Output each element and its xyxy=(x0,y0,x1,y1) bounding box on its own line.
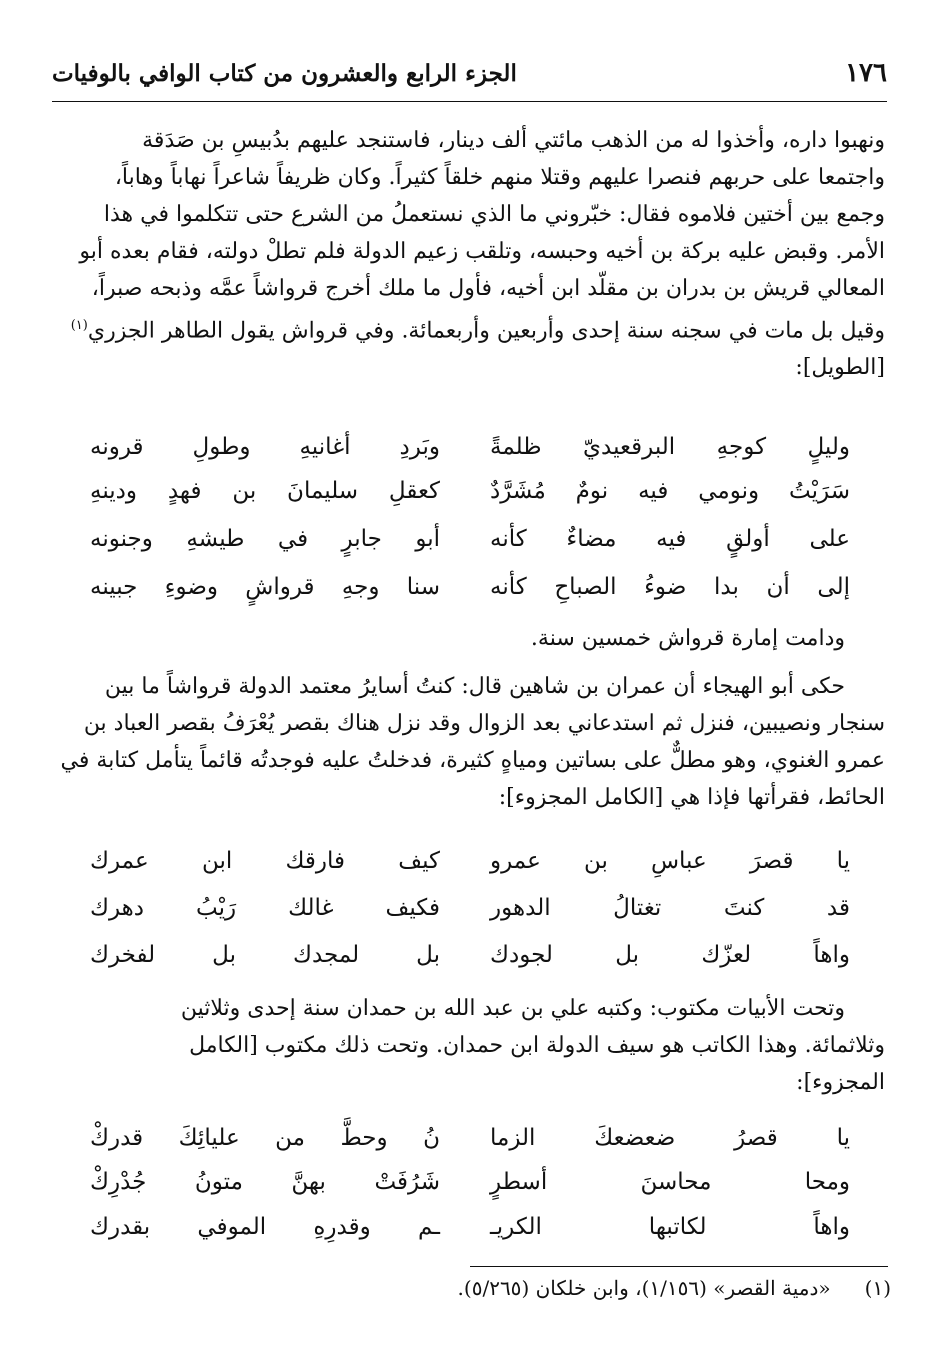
verse-second-hemistich: وبَردِ أغانيهِ وطولِ قرونه xyxy=(90,434,440,460)
verse-first-hemistich: ومحا محاسنَ أسطرٍ xyxy=(490,1169,850,1195)
text-line: وجمع بين أختين فلاموه فقال: خبّروني ما الذي نستعملُ من الشرع حتى تتكلموا في هذا xyxy=(103,202,885,227)
verse-first-hemistich: واهاً لكاتبها الكريـ xyxy=(490,1214,850,1240)
paragraph-3 xyxy=(60,990,885,1101)
page-header xyxy=(52,52,887,102)
verse-line xyxy=(80,1206,850,1260)
text-line: المجزوء]: xyxy=(796,1070,885,1095)
text-line: سنجار ونصيبين، فنزل ثم استدعاني بعد الزوال وقد نزل هناك بقصر يُعْرَفُ بقصر العباد بن xyxy=(83,711,885,736)
verse-first-hemistich: يا قصرُ ضعضعكَ الزما xyxy=(490,1125,850,1151)
header-rule xyxy=(52,101,887,102)
verse-line xyxy=(80,887,850,941)
verse-line xyxy=(80,518,850,572)
verse-second-hemistich: فكيف غالك رَيْبُ دهرك xyxy=(90,895,440,921)
verse-second-hemistich: شَرُفَتْ بهنَّ متونُ جُدْرِكْ xyxy=(90,1169,440,1195)
text-line: ونهبوا داره، وأخذوا له من الذهب مائتي ألف دينار، فاستنجد عليهم بدُبيسِ بن صَدَقة xyxy=(142,128,885,153)
verse-line xyxy=(80,934,850,988)
verse-second-hemistich: كيف فارقك ابن عمرك xyxy=(90,848,440,874)
verse-first-hemistich: على أولقٍ فيه مضاءٌ كأنه xyxy=(490,526,850,552)
text-line: [الطويل]: xyxy=(795,355,885,381)
footnote xyxy=(458,1276,891,1300)
footnote-number: (١) xyxy=(864,1276,891,1300)
paragraph-1 xyxy=(60,122,885,386)
text-line: وتحت الأبيات مكتوب: وكتبه علي بن عبد الله بن حمدان سنة إحدى وثلاثين xyxy=(180,996,845,1021)
verse-first-hemistich: يا قصرَ عباسِ بن عمرو xyxy=(490,848,850,874)
text-line: حكى أبو الهيجاء أن عمران بن شاهين قال: كنتُ أسايرُ معتمد الدولة قرواشاً ما بين xyxy=(104,674,845,699)
verse-first-hemistich: قد كنتَ تغتالُ الدهور xyxy=(490,895,850,921)
running-title: الجزء الرابع والعشرون من كتاب الوافي بالوفيات xyxy=(52,60,517,87)
text-line: الأمر. وقبض عليه بركة بن أخيه وحبسه، وتلقب زعيم الدولة فلم تطلْ دولته، فقام بعده أبو xyxy=(79,239,885,264)
verse-second-hemistich: ـم وقدرِهِ الموفي بقدرك xyxy=(90,1214,440,1240)
verse-line xyxy=(80,840,850,894)
verse-second-hemistich: بل لمجدك بل لفخرك xyxy=(90,942,440,968)
verse-second-hemistich: نُ وحطَّ من عليائِكَ قدركْ xyxy=(90,1125,440,1151)
page-number: ١٧٦ xyxy=(845,58,887,88)
verse-line xyxy=(80,566,850,620)
text-line: وثلاثمائة. وهذا الكاتب هو سيف الدولة ابن حمدان. وتحت ذلك مكتوب [الكامل xyxy=(189,1033,885,1058)
verse-second-hemistich: كعقلِ سليمانَ بن فهدٍ ودينهِ xyxy=(90,478,440,504)
closing-line-wrap xyxy=(60,620,885,657)
verse-line xyxy=(80,470,850,524)
footnote-rule xyxy=(470,1266,888,1267)
paragraph-2 xyxy=(60,668,885,816)
text-line: وقيل بل مات في سجنه سنة إحدى وأربعين وأربعمائة. وفي قرواش يقول الطاهر الجزري$^{(١)}$ xyxy=(70,318,885,344)
text-line: عمرو الغنوي، وهو مطلٌّ على بساتين ومياهٍ كثيرة، فدخلتُ عليه فوجدتُه قائماً يتأمل كتابة في xyxy=(60,748,885,773)
footnote-marker: (١) xyxy=(70,318,88,333)
text-line: الحائط، فقرأتها فإذا هي [الكامل المجزوء]: xyxy=(498,785,885,810)
text-line: المعالي قريش بن بدران بن مقلّد ابن أخيه، فأول ما ملك أخرج قرواشاً عمَّه وذبحه صبراً، xyxy=(91,276,885,301)
verse-first-hemistich: سَرَيْتُ ونومي فيه نومٌ مُشَرَّدٌ xyxy=(490,478,850,504)
text-line: واجتمعا على حربهم فنصرا عليهم وقتلا منهم خلقاً كثيراً. وكان ظريفاً شاعراً نهاباً وهاباً، xyxy=(114,165,885,190)
footnote-text: «دمية القصر» (١/١٥٦)، وابن خلكان (٥/٢٦٥). xyxy=(457,1276,831,1300)
verse-first-hemistich: وليلٍ كوجهِ البرقعيديّ ظلمةً xyxy=(490,434,850,460)
closing-line: ودامت إمارة قرواش خمسين سنة. xyxy=(530,626,845,651)
verse-second-hemistich: سنا وجهِ قرواشٍ وضوءِ جبينه xyxy=(90,574,440,600)
verse-first-hemistich: إلى أن بدا ضوءُ الصباحِ كأنه xyxy=(490,574,850,600)
verse-first-hemistich: واهاً لعزّك بل لجودك xyxy=(490,942,850,968)
verse-second-hemistich: أبو جابرٍ في طيشهِ وجنونه xyxy=(90,526,440,552)
